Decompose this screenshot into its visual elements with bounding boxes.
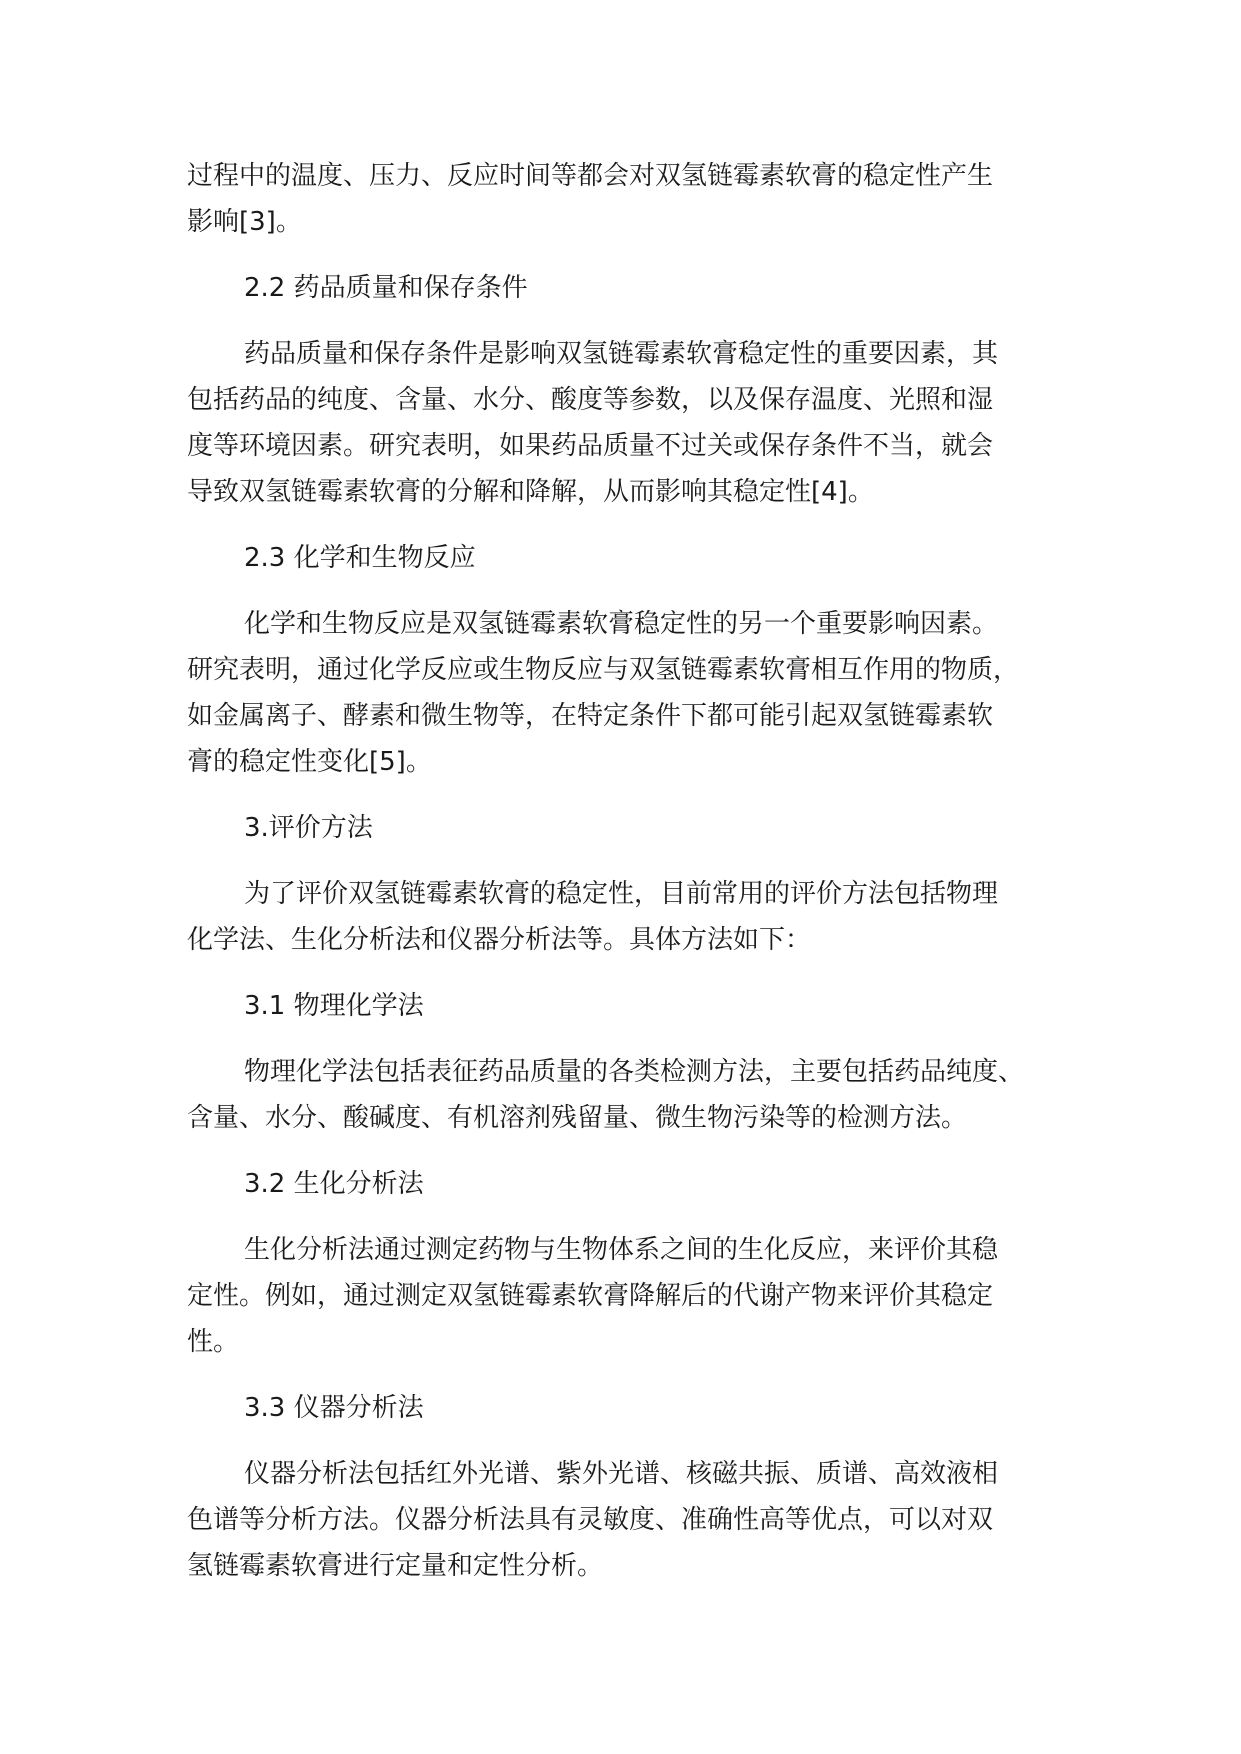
heading-3-1 bbox=[187, 983, 1067, 1029]
text-line: 化学和生物反应是双氢链霉素软膏稳定性的另一个重要影响因素。 bbox=[244, 609, 999, 639]
text-line: 色谱等分析方法。仪器分析法具有灵敏度、准确性高等优点，可以对双 bbox=[187, 1505, 994, 1535]
text-line: 导致双氢链霉素软膏的分解和降解，从而影响其稳定性[4]。 bbox=[187, 477, 874, 507]
section-heading: 2.2 药品质量和保存条件 bbox=[244, 273, 528, 303]
text-line: 化学法、生化分析法和仪器分析法等。具体方法如下： bbox=[187, 925, 812, 955]
paragraph-biochemical bbox=[187, 1227, 1067, 1365]
section-heading: 3.评价方法 bbox=[244, 813, 373, 843]
paragraph-chemical-biological bbox=[187, 601, 1067, 785]
paragraph-evaluation-intro bbox=[187, 871, 1067, 963]
text-line: 含量、水分、酸碱度、有机溶剂残留量、微生物污染等的检测方法。 bbox=[187, 1103, 968, 1133]
text-line: 包括药品的纯度、含量、水分、酸度等参数，以及保存温度、光照和湿 bbox=[187, 385, 994, 415]
section-heading: 3.1 物理化学法 bbox=[244, 991, 424, 1021]
text-line: 研究表明，通过化学反应或生物反应与双氢链霉素软膏相互作用的物质， bbox=[187, 655, 1020, 685]
paragraph-drug-quality bbox=[187, 331, 1067, 515]
text-line: 生化分析法通过测定药物与生物体系之间的生化反应，来评价其稳 bbox=[244, 1235, 999, 1265]
text-line: 为了评价双氢链霉素软膏的稳定性，目前常用的评价方法包括物理 bbox=[244, 879, 999, 909]
section-heading: 2.3 化学和生物反应 bbox=[244, 543, 476, 573]
section-heading: 3.3 仪器分析法 bbox=[244, 1393, 424, 1423]
text-line: 物理化学法包括表征药品质量的各类检测方法，主要包括药品纯度、 bbox=[244, 1057, 1025, 1087]
heading-3-2 bbox=[187, 1161, 1067, 1207]
heading-2-3 bbox=[187, 535, 1067, 581]
text-line: 氢链霉素软膏进行定量和定性分析。 bbox=[187, 1551, 604, 1581]
section-heading: 3.2 生化分析法 bbox=[244, 1169, 424, 1199]
heading-2-2 bbox=[187, 265, 1067, 311]
heading-3 bbox=[187, 805, 1067, 851]
text-line: 影响[3]。 bbox=[187, 207, 302, 237]
text-line: 定性。例如，通过测定双氢链霉素软膏降解后的代谢产物来评价其稳定 bbox=[187, 1281, 994, 1311]
text-line: 性。 bbox=[187, 1327, 240, 1357]
text-line: 药品质量和保存条件是影响双氢链霉素软膏稳定性的重要因素，其 bbox=[244, 339, 999, 369]
heading-3-3 bbox=[187, 1385, 1067, 1431]
paragraph-physicochemical bbox=[187, 1049, 1067, 1141]
paragraph-instrumental bbox=[187, 1451, 1067, 1589]
text-line: 如金属离子、酵素和微生物等，在特定条件下都可能引起双氢链霉素软 bbox=[187, 701, 994, 731]
text-line: 度等环境因素。研究表明，如果药品质量不过关或保存条件不当，就会 bbox=[187, 431, 994, 461]
text-line: 过程中的温度、压力、反应时间等都会对双氢链霉素软膏的稳定性产生 bbox=[187, 161, 994, 191]
text-line: 膏的稳定性变化[5]。 bbox=[187, 747, 432, 777]
text-line: 仪器分析法包括红外光谱、紫外光谱、核磁共振、质谱、高效液相 bbox=[244, 1459, 999, 1489]
document-body bbox=[187, 153, 1067, 1609]
paragraph-process-conditions bbox=[187, 153, 1067, 245]
